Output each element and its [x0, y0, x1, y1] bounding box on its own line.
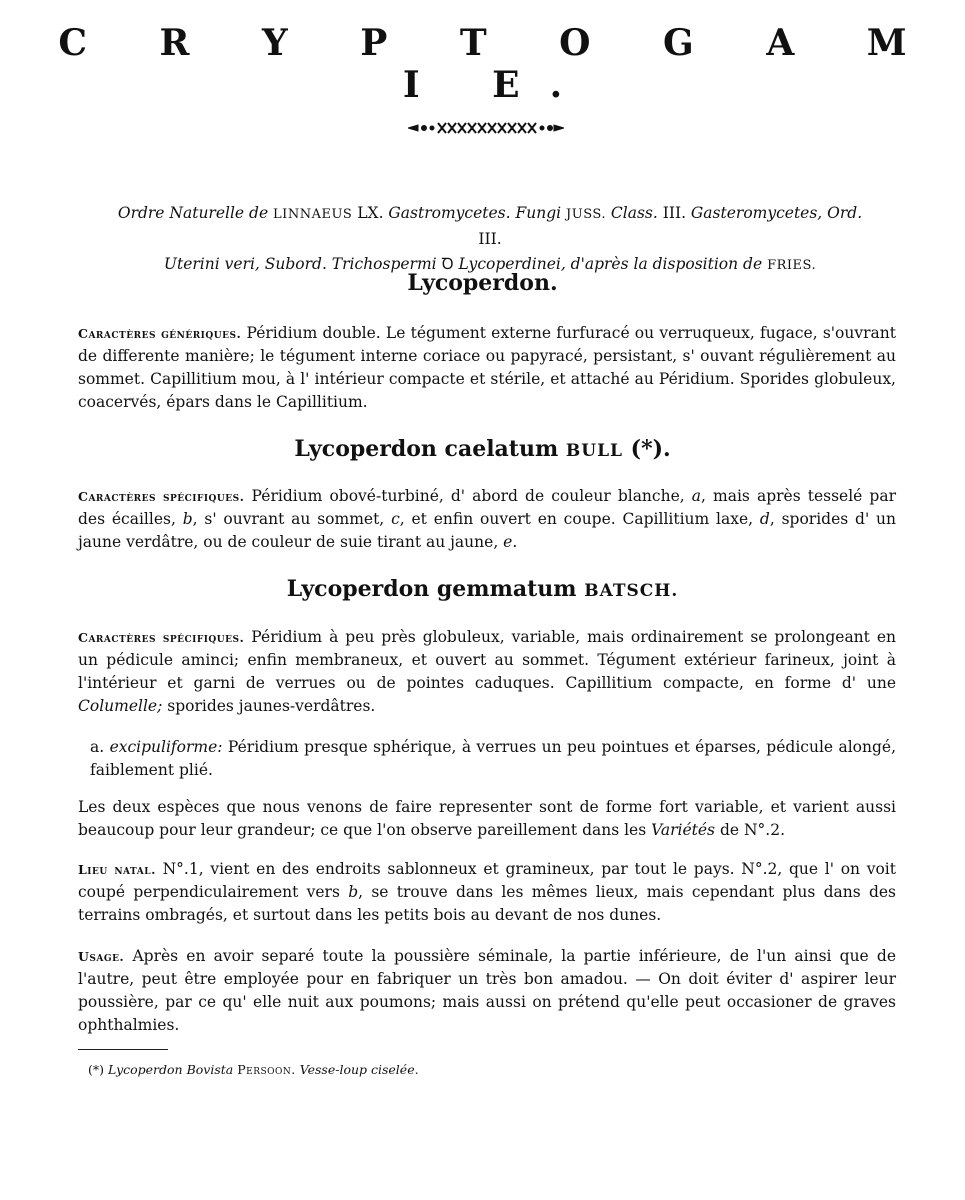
- species1-text: .: [512, 533, 518, 551]
- footnote-mark: (*): [88, 1062, 105, 1077]
- classification-part: Gasteromycetes, Ord.: [686, 204, 863, 222]
- varietes-term: Variétés: [651, 821, 716, 839]
- classification-part: Ordre Naturelle de: [117, 204, 274, 222]
- variety-text: Péridium presque sphérique, à verrues un peu pointues et éparses, pédicule alongé, faiblement plié.: [90, 738, 896, 779]
- order-number: III.: [478, 230, 502, 248]
- author-fries: FRIES.: [767, 258, 817, 273]
- species2-heading: [0, 576, 965, 602]
- generic-characters-label: Caractères génériques.: [78, 326, 242, 341]
- footnote: [88, 1062, 788, 1077]
- figure-ref-e: e: [503, 533, 513, 551]
- footnote-text: Lycoperdon Bovista: [104, 1062, 238, 1077]
- remarks-text: Les deux espèces que nous venons de faire representer sont de forme fort variable, et varient aussi beaucoup pour leur grandeur; ce que l'on observe pareillement dans les: [78, 798, 896, 839]
- classification-part: LX.: [352, 204, 384, 222]
- footnote-divider: [78, 1049, 168, 1050]
- specific-characters-label: Caractères spécifiques.: [78, 489, 245, 504]
- species1-text: , mais après tesselé par des écailles,: [78, 487, 896, 528]
- ornament-divider-icon: [408, 120, 564, 136]
- author-linnaeus: LINNAEUS: [273, 207, 353, 222]
- footnote-text: Vesse-loup ciselée.: [295, 1062, 419, 1077]
- species1-text: , et enfin ouvert en coupe. Capillitium laxe,: [399, 510, 760, 528]
- columelle-term: Columelle;: [78, 697, 163, 715]
- habitat-text: , se trouve dans les mêmes lieux, mais cependant plus dans des terrains ombragés, et surtout dans les petits bois au devant de nos dunes.: [78, 883, 897, 924]
- species2-characters-paragraph: [78, 626, 896, 718]
- figure-ref-d: d: [759, 510, 770, 528]
- generic-characters-text: Péridium double. Le tégument externe furfuracé ou verruqueux, fugace, s'ouvrant de differente manière; le tégument interne coriace ou papyracé, persistant, s' ouvant régulièrement au sommet. Capillitium mou, à l' intérieur compacte et stérile, et attaché au Péridium. Sporides globuleux, coacervés, épars dans le Capillitium.: [78, 324, 896, 411]
- figure-ref-b: b: [182, 510, 193, 528]
- species2-name: Lycoperdon gemmatum: [286, 576, 585, 602]
- footnote-author: Persoon.: [237, 1062, 296, 1077]
- species2-text: Péridium à peu près globuleux, variable, mais ordinairement se prolongeant en un pédicule aminci; enfin membraneux, et ouvert au sommet. Tégument extérieur farineux, joint à l'intérieur et garni de verrues ou de pointes caduques. Capillitium compacte, en forme d' une: [78, 628, 896, 692]
- generic-characters-paragraph: [78, 322, 896, 414]
- author-juss: JUSS.: [566, 207, 606, 222]
- habitat-text: N°.1, vient en des endroits sablonneux et gramineux, par tout le pays. N°.2, que l' on voit coupé perpendiculairement vers: [78, 860, 896, 901]
- species2-text: sporides jaunes-verdâtres.: [162, 697, 376, 715]
- classification-part: Class.: [605, 204, 663, 222]
- usage-text: Après en avoir separé toute la poussière séminale, la partie inférieure, de l'un ainsi que de l'autre, peut être employée pour en fabriquer un très bon amadou. — On doit éviter d' aspirer leur poussière, par ce qu' elle nuit aux poumons; mais aussi on prétend qu'elle peut occasioner de graves ophthalmies.: [78, 947, 896, 1034]
- usage-paragraph: [78, 945, 896, 1037]
- specific-characters-label: Caractères spécifiques.: [78, 630, 245, 645]
- classification-part: Lycoperdinei, d'après la disposition de: [453, 255, 768, 273]
- species1-heading: [0, 436, 965, 462]
- variety-name: excipuliforme:: [109, 738, 223, 756]
- page-title: C R Y P T O G A M I E.: [58, 22, 937, 106]
- species1-text: Péridium obové-turbiné, d' abord de couleur blanche,: [244, 487, 692, 505]
- species1-author: BULL: [565, 441, 624, 461]
- species2-author: BATSCH.: [584, 581, 679, 601]
- species1-text: , sporides d' un jaune verdâtre, ou de couleur de suie tirant au jaune,: [78, 510, 896, 551]
- species1-name: Lycoperdon caelatum: [294, 436, 566, 462]
- variety-paragraph: [90, 736, 896, 782]
- habitat-paragraph: [78, 858, 896, 927]
- class-number: III.: [662, 204, 686, 222]
- remarks-paragraph: [78, 796, 896, 842]
- classification-symbol: Ꝺ: [441, 255, 454, 273]
- figure-ref-c: c: [391, 510, 400, 528]
- classification-part: Uterini veri, Subord. Trichospermi: [163, 255, 442, 273]
- species1-characters-paragraph: [78, 485, 896, 554]
- usage-label: Usage.: [78, 949, 125, 964]
- genus-heading: Lycoperdon.: [407, 270, 558, 296]
- species1-note-mark: (*).: [623, 436, 671, 462]
- figure-ref-a: a: [691, 487, 702, 505]
- figure-ref-b: b: [348, 883, 359, 901]
- classification-text: [110, 201, 870, 278]
- remarks-text: de N°.2.: [715, 821, 786, 839]
- species1-text: , s' ouvrant au sommet,: [192, 510, 392, 528]
- classification-part: Gastromycetes. Fungi: [383, 204, 567, 222]
- variety-prefix: a.: [90, 738, 110, 756]
- habitat-label: Lieu natal.: [78, 862, 156, 877]
